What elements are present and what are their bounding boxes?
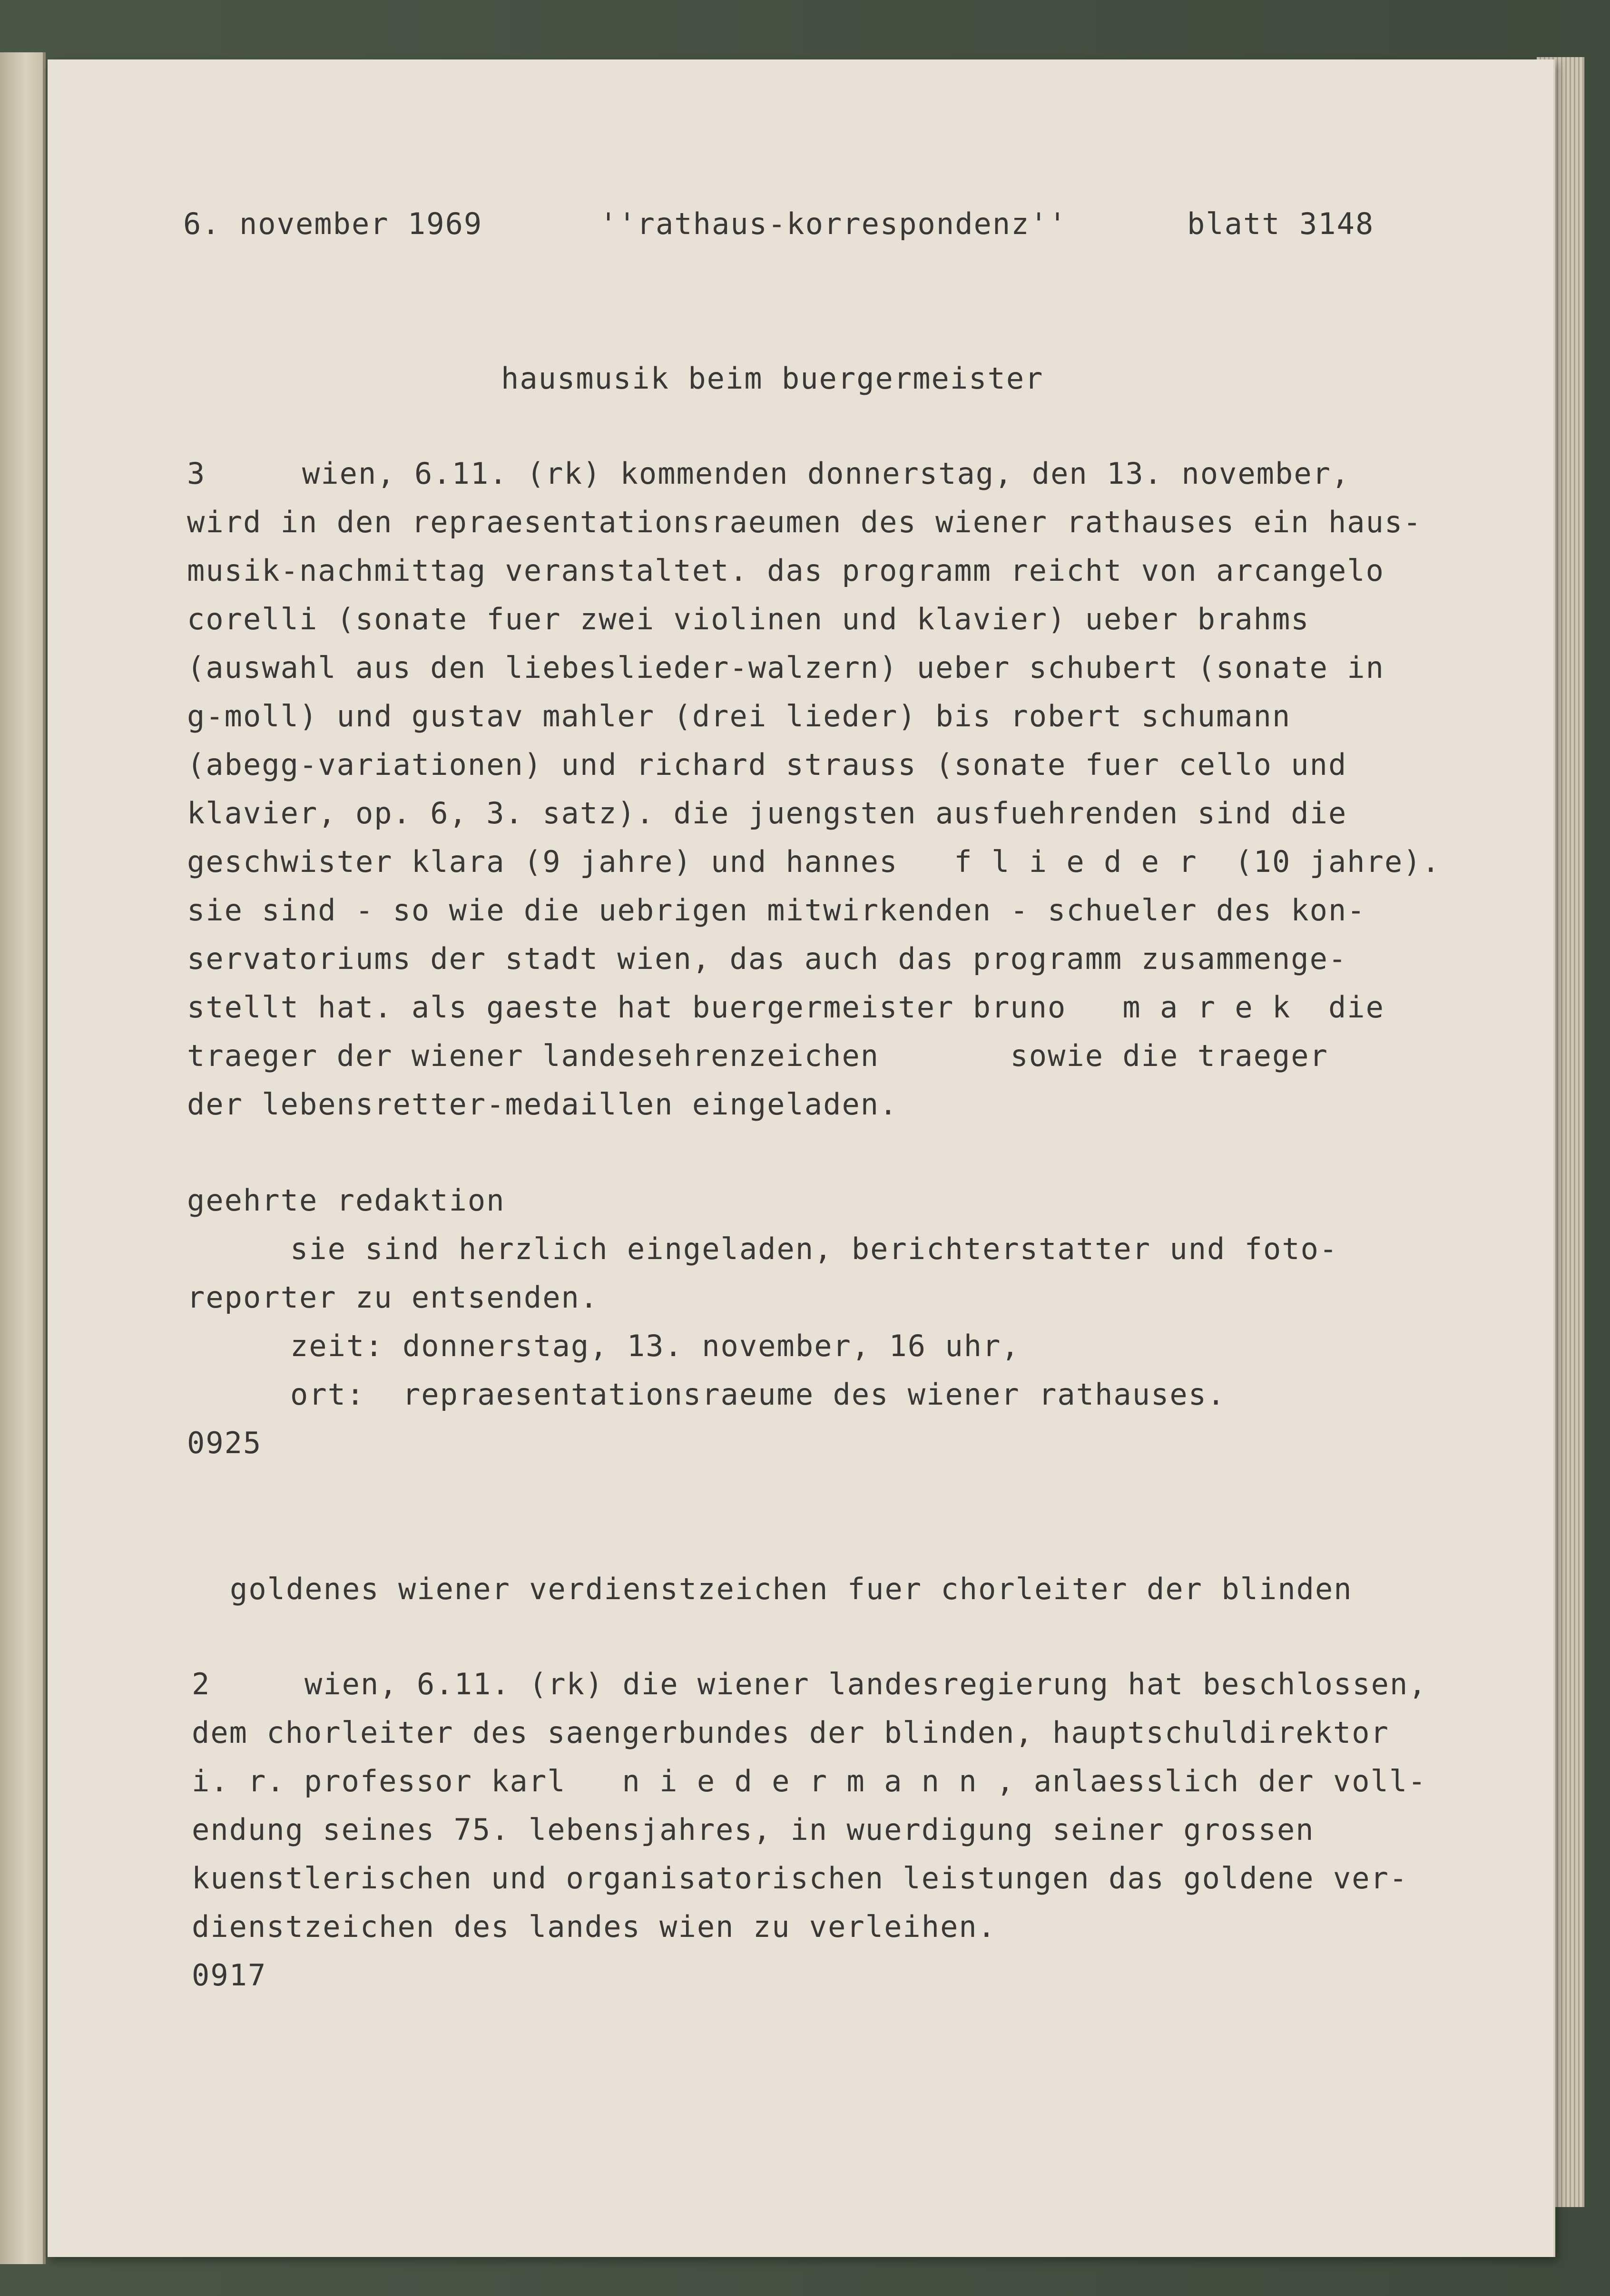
- body-line: (abegg-variationen) und richard strauss (sonate fuer cello und: [187, 747, 1347, 782]
- release-code: 0925: [187, 1426, 262, 1460]
- previous-page-edge: [0, 52, 46, 2264]
- header-date: 6. november 1969: [183, 206, 483, 241]
- body-line: wird in den repraesentationsraeumen des wiener rathauses ein haus-: [187, 505, 1422, 539]
- event-place: ort: repraesentationsraeume des wiener rathauses.: [290, 1377, 1226, 1412]
- body-line: dem chorleiter des saengerbundes der blinden, hauptschuldirektor: [192, 1715, 1389, 1750]
- body-line: traeger der wiener landesehrenzeichen sowie die traeger: [187, 1038, 1328, 1073]
- body-line: kuenstlerischen und organisatorischen leistungen das goldene ver-: [192, 1861, 1408, 1895]
- body-line: servatoriums der stadt wien, das auch das programm zusammenge-: [187, 941, 1347, 976]
- article-title: goldenes wiener verdienstzeichen fuer chorleiter der blinden: [230, 1572, 1353, 1606]
- body-line: musik-nachmittag veranstaltet. das programm reicht von arcangelo: [187, 553, 1384, 588]
- body-line: g-moll) und gustav mahler (drei lieder) bis robert schumann: [187, 699, 1291, 733]
- body-line: endung seines 75. lebensjahres, in wuerdigung seiner grossen: [192, 1812, 1315, 1847]
- header-sheet-number: blatt 3148: [1187, 206, 1374, 241]
- body-line: dienstzeichen des landes wien zu verleihen.: [192, 1909, 997, 1944]
- body-line: klavier, op. 6, 3. satz). die juengsten ausfuehrenden sind die: [187, 796, 1347, 830]
- note-line: sie sind herzlich eingeladen, berichterstatter und foto-: [290, 1231, 1338, 1266]
- body-line: wien, 6.11. (rk) kommenden donnerstag, den 13. november,: [302, 456, 1350, 491]
- release-code: 0917: [192, 1958, 267, 1993]
- article-number: 2: [192, 1667, 211, 1701]
- body-line: (auswahl aus den liebeslieder-walzern) ueber schubert (sonate in: [187, 650, 1384, 685]
- body-line: wien, 6.11. (rk) die wiener landesregierung hat beschlossen,: [304, 1667, 1427, 1701]
- body-line: der lebensretter-medaillen eingeladen.: [187, 1087, 898, 1122]
- body-line: geschwister klara (9 jahre) und hannes f l i e d e r (10 jahre).: [187, 844, 1441, 879]
- article-number: 3: [187, 456, 206, 491]
- document-page: [48, 59, 1555, 2257]
- event-time: zeit: donnerstag, 13. november, 16 uhr,: [290, 1329, 1020, 1363]
- note-heading: geehrte redaktion: [187, 1183, 505, 1218]
- body-line: stellt hat. als gaeste hat buergermeister bruno m a r e k die: [187, 990, 1384, 1025]
- body-line: corelli (sonate fuer zwei violinen und klavier) ueber brahms: [187, 602, 1310, 636]
- note-line: reporter zu entsenden.: [187, 1280, 599, 1315]
- body-line: i. r. professor karl n i e d e r m a n n , anlaesslich der voll-: [192, 1764, 1427, 1798]
- body-line: sie sind - so wie die uebrigen mitwirkenden - schueler des kon-: [187, 893, 1366, 928]
- article-title: hausmusik beim buergermeister: [501, 361, 1044, 396]
- header-publication: ''rathaus-korrespondenz'': [599, 206, 1068, 241]
